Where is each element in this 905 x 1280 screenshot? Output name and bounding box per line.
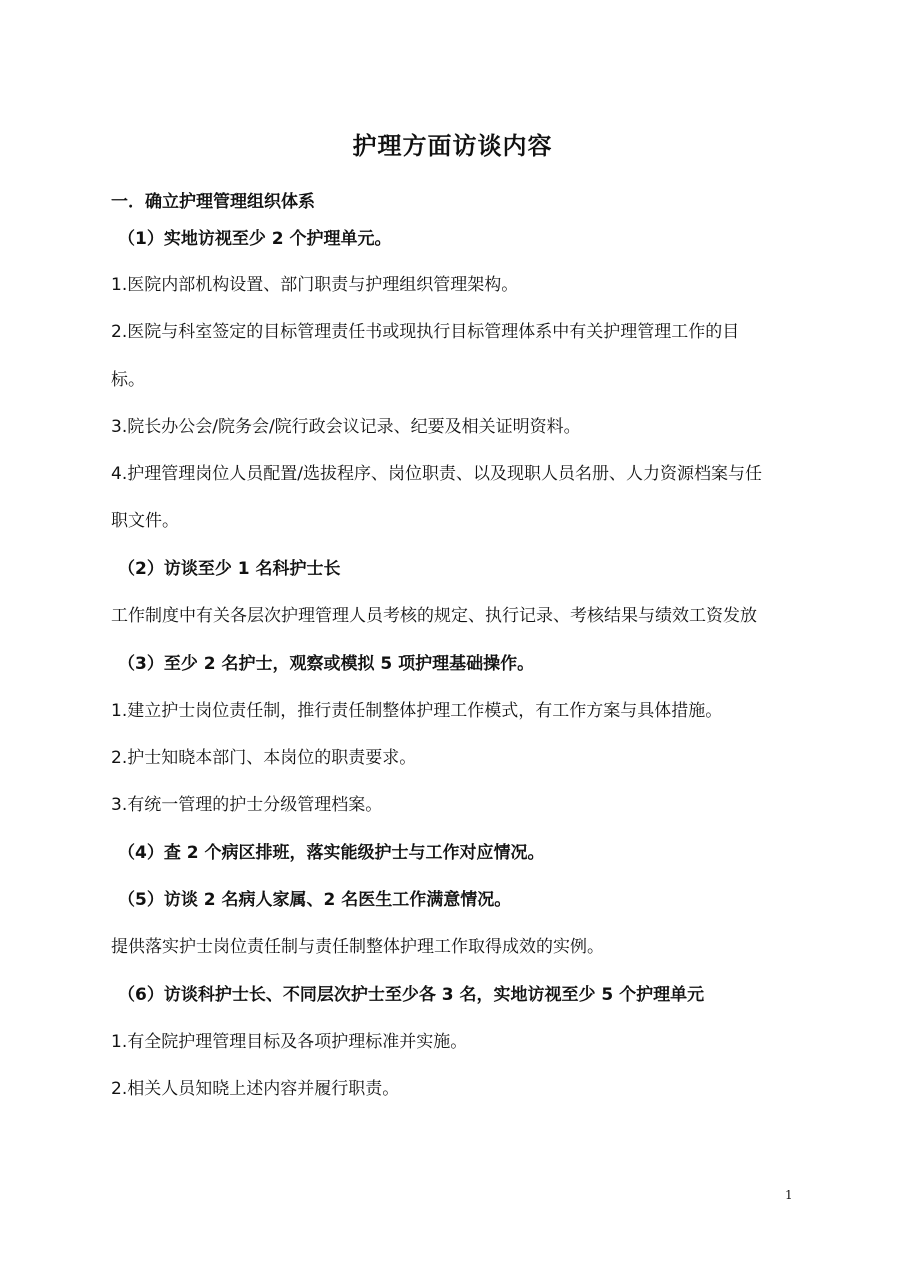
- list-item: 3.院长办公会/院务会/院行政会议记录、纪要及相关证明资料。: [111, 417, 581, 437]
- page-number: 1: [785, 1188, 793, 1202]
- subsection-heading: （2）访谈至少 1 名科护士长: [118, 559, 341, 579]
- section-heading: 一．确立护理管理组织体系: [111, 192, 315, 212]
- subsection-heading: （3）至少 2 名护士，观察或模拟 5 项护理基础操作。: [118, 654, 535, 674]
- subsection-heading: （4）查 2 个病区排班，落实能级护士与工作对应情况。: [118, 843, 545, 863]
- list-item: 1.有全院护理管理目标及各项护理标准并实施。: [111, 1032, 468, 1052]
- list-item-continuation: 职文件。: [111, 511, 179, 531]
- list-item: 3.有统一管理的护士分级管理档案。: [111, 795, 383, 815]
- list-item: 1.建立护士岗位责任制，推行责任制整体护理工作模式，有工作方案与具体措施。: [111, 701, 723, 721]
- list-item: 1.医院内部机构设置、部门职责与护理组织管理架构。: [111, 275, 519, 295]
- list-item: 4.护理管理岗位人员配置/选拔程序、岗位职责、以及现职人员名册、人力资源档案与任: [111, 464, 762, 484]
- subsection-heading: （5）访谈 2 名病人家属、2 名医生工作满意情况。: [118, 890, 512, 910]
- paragraph: 提供落实护士岗位责任制与责任制整体护理工作取得成效的实例。: [111, 937, 604, 957]
- list-item: 2.相关人员知晓上述内容并履行职责。: [111, 1079, 400, 1099]
- list-item: 2.医院与科室签定的目标管理责任书或现执行目标管理体系中有关护理管理工作的目: [111, 322, 740, 342]
- paragraph: 工作制度中有关各层次护理管理人员考核的规定、执行记录、考核结果与绩效工资发放: [111, 606, 757, 626]
- list-item: 2.护士知晓本部门、本岗位的职责要求。: [111, 748, 417, 768]
- list-item-continuation: 标。: [111, 370, 145, 390]
- subsection-heading: （1）实地访视至少 2 个护理单元。: [118, 229, 392, 249]
- document-title: 护理方面访谈内容: [352, 132, 553, 160]
- subsection-heading: （6）访谈科护士长、不同层次护士至少各 3 名，实地访视至少 5 个护理单元: [118, 985, 705, 1005]
